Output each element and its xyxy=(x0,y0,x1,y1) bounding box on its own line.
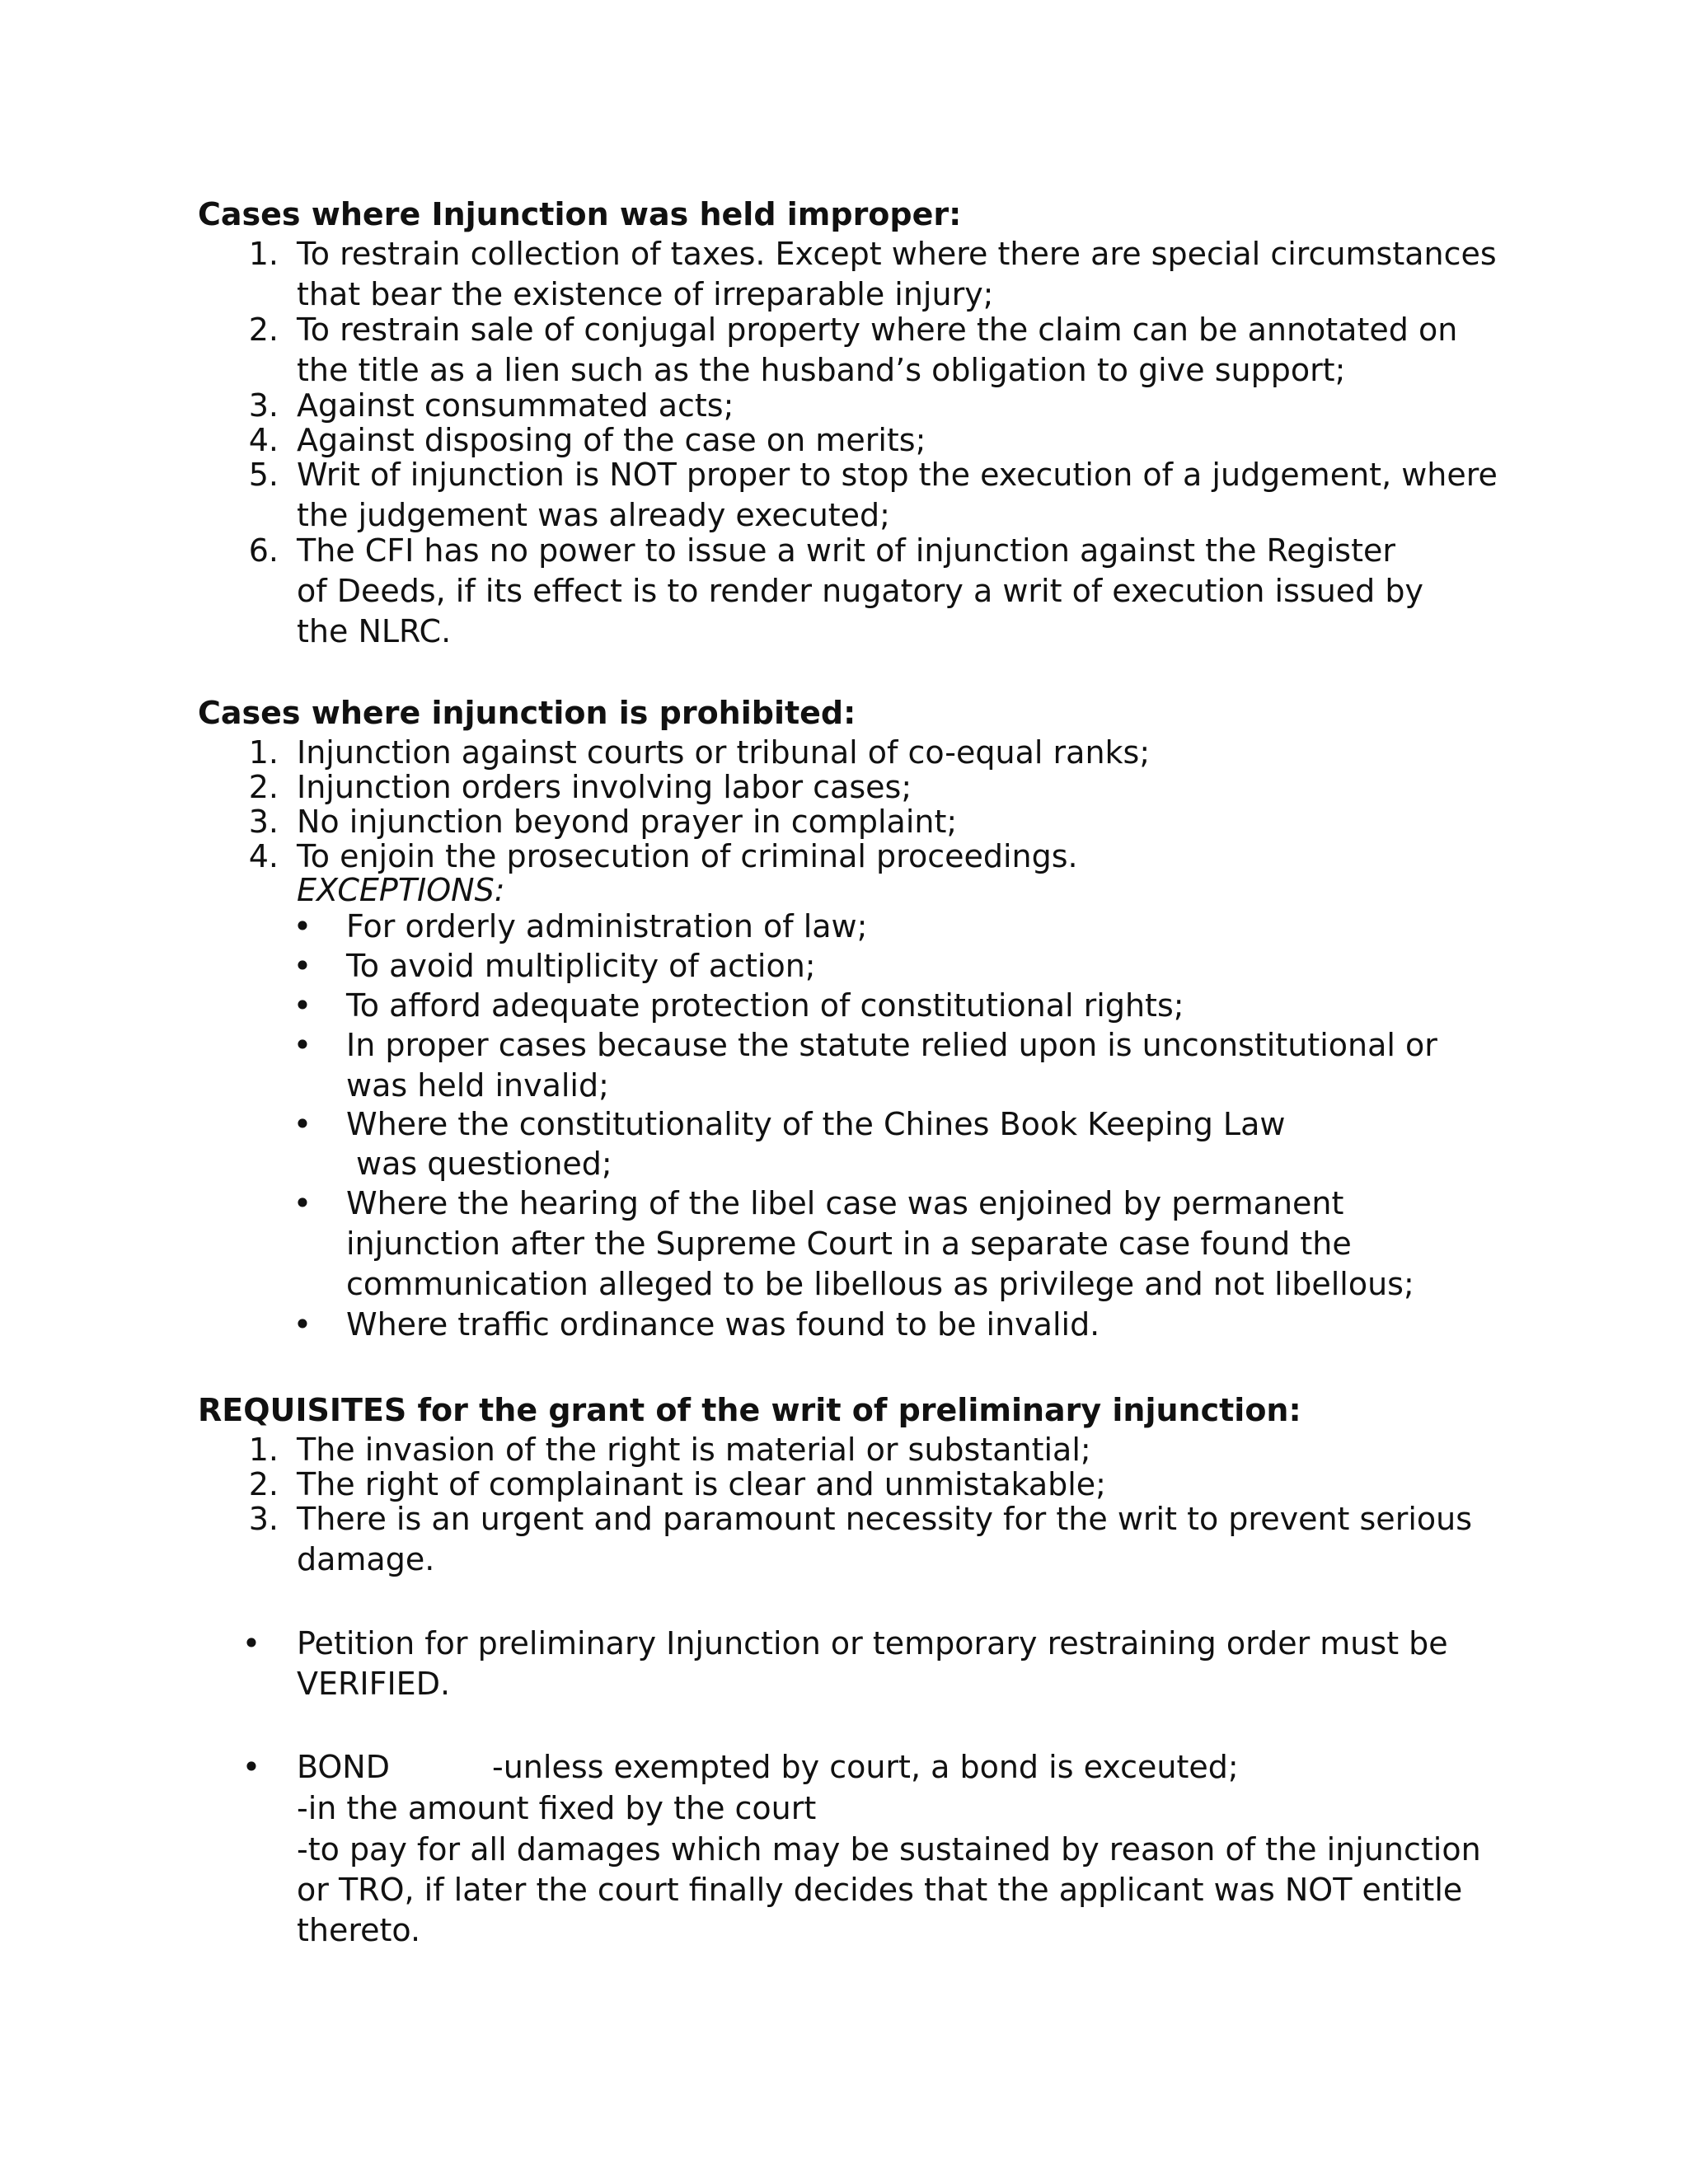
bond-line-2: -in the amount fixed by the court xyxy=(297,1790,817,1826)
exceptions-label: EXCEPTIONS: xyxy=(297,872,505,908)
section-heading-improper: Cases where Injunction was held improper: xyxy=(198,196,962,232)
exception-text: To afford adequate protection of constitutional rights; xyxy=(346,987,1184,1024)
list-number: 2. xyxy=(248,312,279,348)
section-heading-requisites: REQUISITES for the grant of the writ of preliminary injunction: xyxy=(198,1392,1301,1428)
list-number: 2. xyxy=(248,1466,279,1502)
bond-line-1: -unless exempted by court, a bond is exceuted; xyxy=(492,1749,1239,1785)
bullet-icon: • xyxy=(293,948,312,984)
bond-line-3: -to pay for all damages which may be sustained by reason of the injunction or TRO, if later the court finally decides that the applicant was NOT entitle thereto. xyxy=(297,1831,1481,1948)
exception-text: For orderly administration of law; xyxy=(346,908,868,944)
exception-text: Where traffic ordinance was found to be invalid. xyxy=(346,1306,1100,1343)
list-number: 1. xyxy=(248,1432,279,1468)
bond-label: BOND xyxy=(297,1749,390,1785)
bullet-icon: • xyxy=(293,1027,312,1063)
bullet-icon: • xyxy=(293,1306,312,1343)
list-number: 4. xyxy=(248,422,279,458)
list-text: To restrain sale of conjugal property where the claim can be annotated on the title as a lien such as the husband’s obligation to give support; xyxy=(297,312,1458,388)
list-text: The right of complainant is clear and unmistakable; xyxy=(297,1466,1106,1502)
bullet-icon: • xyxy=(293,1106,312,1142)
list-text: Injunction against courts or tribunal of co-equal ranks; xyxy=(297,734,1151,771)
section-heading-prohibited: Cases where injunction is prohibited: xyxy=(198,695,856,731)
bullet-icon: • xyxy=(241,1625,261,1661)
list-number: 1. xyxy=(248,236,279,272)
list-text: To restrain collection of taxes. Except where there are special circumstances that bear the existence of irreparable injury; xyxy=(297,236,1497,312)
list-number: 4. xyxy=(248,838,279,874)
list-number: 2. xyxy=(248,769,279,805)
list-text: No injunction beyond prayer in complaint; xyxy=(297,804,958,840)
list-number: 3. xyxy=(248,804,279,840)
exception-text: To avoid multiplicity of action; xyxy=(346,948,816,984)
bullet-icon: • xyxy=(293,908,312,944)
list-text: Against consummated acts; xyxy=(297,387,734,424)
list-number: 3. xyxy=(248,387,279,424)
list-number: 5. xyxy=(248,457,279,493)
verified-note-text: Petition for preliminary Injunction or temporary restraining order must be VERIFIED. xyxy=(297,1625,1448,1702)
list-number: 3. xyxy=(248,1501,279,1537)
bullet-icon: • xyxy=(241,1749,261,1785)
list-text: Against disposing of the case on merits; xyxy=(297,422,926,458)
exception-text: Where the hearing of the libel case was enjoined by permanent injunction after the Supreme Court in a separate case found the communication alleged to be libellous as privilege and not libellous; xyxy=(346,1185,1414,1302)
bullet-icon: • xyxy=(293,987,312,1024)
list-number: 6. xyxy=(248,532,279,569)
bullet-icon: • xyxy=(293,1185,312,1221)
list-text: The invasion of the right is material or substantial; xyxy=(297,1432,1091,1468)
list-text: To enjoin the prosecution of criminal proceedings. xyxy=(297,838,1078,874)
exception-text-continuation: was questioned; xyxy=(356,1146,612,1182)
list-text: The CFI has no power to issue a writ of injunction against the Register of Deeds, if its effect is to render nugatory a writ of execution issued by the NLRC. xyxy=(297,532,1423,649)
list-text: There is an urgent and paramount necessity for the writ to prevent serious damage. xyxy=(297,1501,1473,1577)
exception-text: Where the constitutionality of the Chines Book Keeping Law xyxy=(346,1106,1286,1142)
list-text: Injunction orders involving labor cases; xyxy=(297,769,912,805)
list-text: Writ of injunction is NOT proper to stop the execution of a judgement, where the judgement was already executed; xyxy=(297,457,1498,533)
exception-text: In proper cases because the statute relied upon is unconstitutional or was held invalid; xyxy=(346,1027,1437,1104)
list-number: 1. xyxy=(248,734,279,771)
